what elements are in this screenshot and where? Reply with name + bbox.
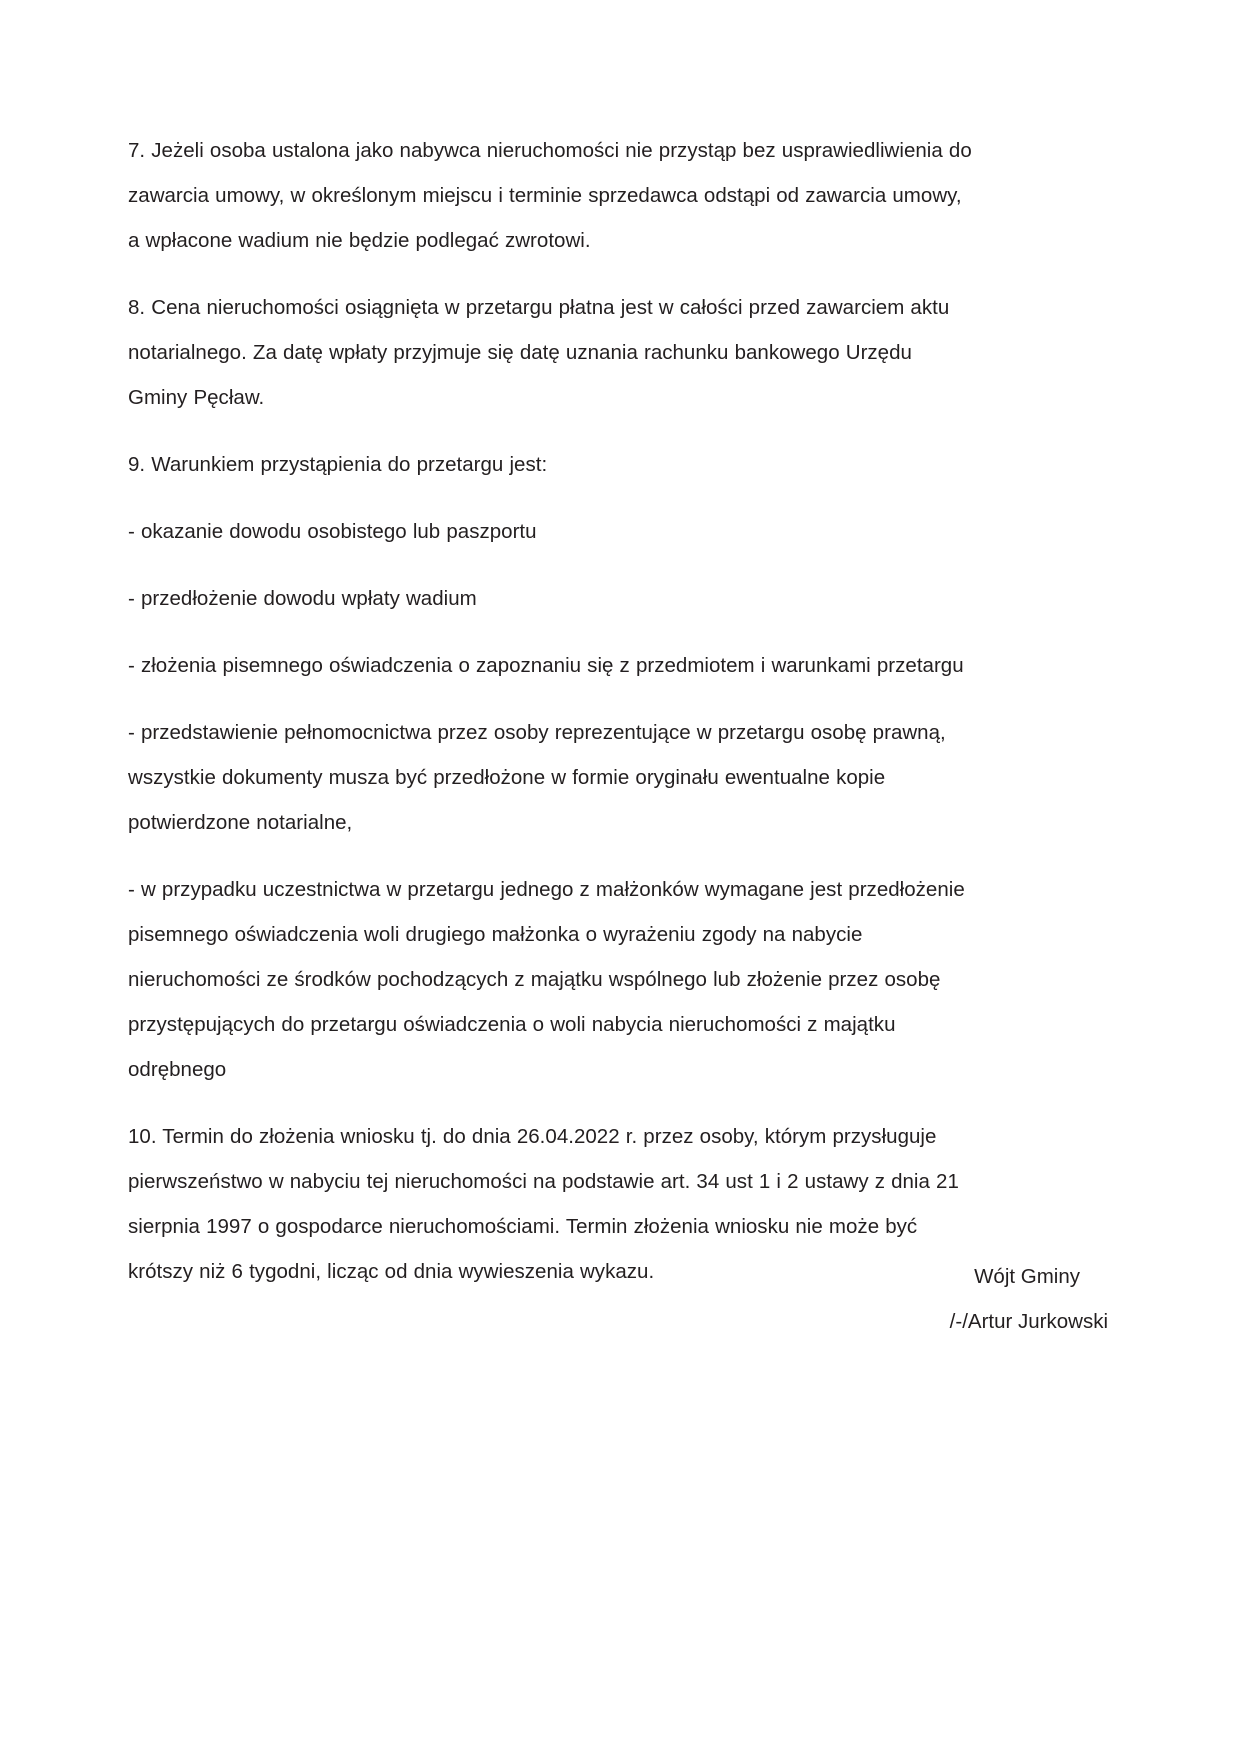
paragraph-bullet-1: - okazanie dowodu osobistego lub paszportu: [128, 520, 537, 543]
paragraph-item-7: 7. Jeżeli osoba ustalona jako nabywca nieruchomości nie przystąp bez usprawiedliwienia do zawarcia umowy, w określonym miejscu i terminie sprzedawca odstąpi od zawarcia umowy, a wpłacone wadium nie będzie podlegać zwrotowi.: [128, 139, 972, 252]
signature-name: /-/Artur Jurkowski: [949, 1310, 1108, 1333]
paragraph-bullet-5: - w przypadku uczestnictwa w przetargu jednego z małżonków wymagane jest przedłożenie pisemnego oświadczenia woli drugiego małżonka o wyrażeniu zgody na nabycie nieruchomości ze środków pochodzących z majątku wspólnego lub złożenie przez osobę przystępujących do przetargu oświadczenia o woli nabycia nieruchomości z majątku odrębnego: [128, 878, 965, 1081]
document-body: [128, 128, 976, 1294]
signature-block: [692, 1254, 1112, 1344]
paragraph-item-8: 8. Cena nieruchomości osiągnięta w przetargu płatna jest w całości przed zawarciem aktu notarialnego. Za datę wpłaty przyjmuje się datę uznania rachunku bankowego Urzędu Gminy Pęcław.: [128, 296, 950, 409]
paragraph-bullet-4: - przedstawienie pełnomocnictwa przez osoby reprezentujące w przetargu osobę prawną, wszystkie dokumenty musza być przedłożone w formie oryginału ewentualne kopie potwierdzone notarialne,: [128, 721, 946, 834]
paragraph-bullet-2: - przedłożenie dowodu wpłaty wadium: [128, 587, 477, 610]
paragraph-bullet-3: - złożenia pisemnego oświadczenia o zapoznaniu się z przedmiotem i warunkami przetargu: [128, 654, 964, 677]
paragraph-item-9: 9. Warunkiem przystąpienia do przetargu jest:: [128, 453, 548, 476]
signature-title: Wójt Gminy: [974, 1265, 1080, 1288]
paragraph-item-10: 10. Termin do złożenia wniosku tj. do dnia 26.04.2022 r. przez osoby, którym przysługuje pierwszeństwo w nabyciu tej nieruchomości na podstawie art. 34 ust 1 i 2 ustawy z dnia 21 sierpnia 1997 o gospodarce nieruchomościami. Termin złożenia wniosku nie może być krótszy niż 6 tygodni, licząc od dnia wywieszenia wykazu.: [128, 1125, 959, 1283]
